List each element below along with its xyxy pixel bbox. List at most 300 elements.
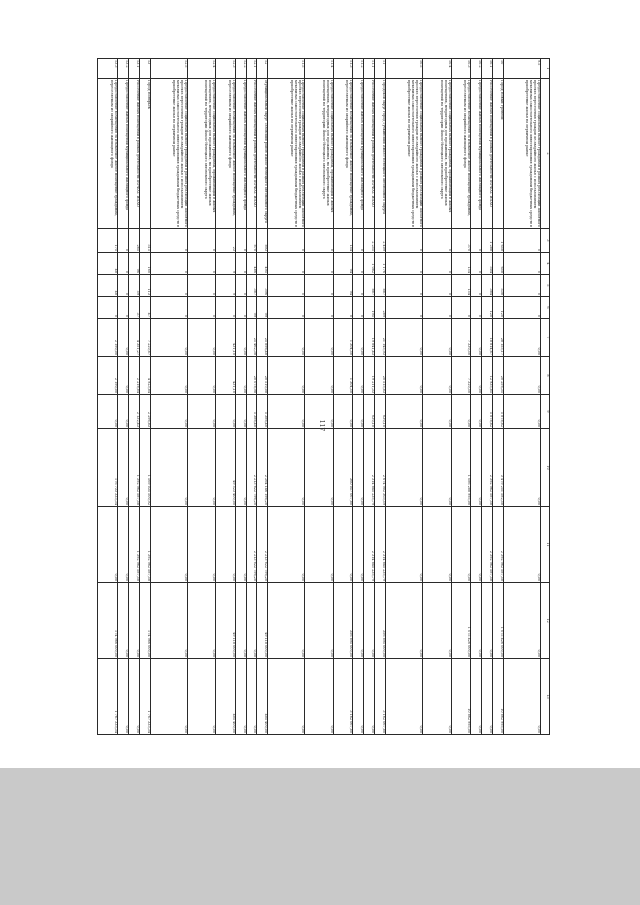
row-value: 0,00 [471,429,482,507]
row-value: 887 [364,275,375,297]
row-value: 0,00 [268,395,305,429]
row-value: 630,10 [375,395,386,429]
table-row [268,59,305,735]
row-value: 0,00 [423,429,451,507]
row-value: 0 [471,275,482,297]
row-code: 13.1 [128,59,139,79]
row-value: 0,00 [117,319,128,357]
row-value: 2 132,43 [128,395,139,429]
column-number: 5 [541,275,550,297]
row-value: 0,00 [216,507,236,583]
column-number: 3 [541,229,550,253]
row-value: 2 255 [364,229,375,253]
row-value: 0,00 [386,583,423,659]
row-value: 2 213 622 796,20 [246,429,257,507]
row-value: 0,00 [235,583,246,659]
rotated-table-frame [97,58,550,734]
column-number: 4 [541,253,550,275]
row-value: 0,00 [503,395,540,429]
row-name: Муниципальный округ Тазовский район Ямало-Ненецкого автономного округа [257,79,268,229]
row-value: 0,00 [471,659,482,735]
row-value: 0 [268,253,305,275]
row-value: 0 [386,275,423,297]
row-value: 174 966 000,00 [98,583,118,659]
row-value: 0,00 [386,357,423,395]
row-value: 0,00 [386,319,423,357]
column-number: 8 [541,357,550,395]
row-value: 0,00 [305,659,333,735]
row-value: 2 392 962 587,58 [482,429,493,507]
row-code: 12.4 [187,59,215,79]
row-value: 0,00 [187,659,215,735]
row-code: 10.5 [386,59,423,79]
row-value: 0 [117,229,128,253]
row-value: 0,00 [268,319,305,357]
row-value: 0,00 [353,583,364,659]
row-value: 48 [98,253,118,275]
row-value: 0,00 [150,357,187,395]
row-value: 0 [423,229,451,253]
row-value: 0,00 [246,659,257,735]
row-value: 2 190,00 [98,357,118,395]
row-value: 1 767 333,34 [98,659,118,735]
row-value: 195 [364,297,375,319]
row-value: 0 [471,229,482,253]
table-body [98,59,550,735]
row-value: 0,00 [353,395,364,429]
row-value: 0 [268,275,305,297]
table-row [128,59,139,735]
row-value: 3 162 067,80 [333,659,353,735]
row-value: 5 386,40 [257,395,268,429]
row-value: 0,00 [187,507,215,583]
row-code: 11.1 [364,59,375,79]
row-value: 1 288 [482,229,493,253]
row-value: 1 392 962 587,58 [139,507,150,583]
row-value: 0,00 [305,429,333,507]
row-value: 0 [150,275,187,297]
row-value: 25 462,38 [246,319,257,357]
row-value: 0,00 [471,507,482,583]
row-value: 0 [216,297,236,319]
row-value: 49 118 000,00 [257,583,268,659]
row-value: 0,00 [117,507,128,583]
row-value: 0,00 [128,659,139,735]
row-value: 120 [482,297,493,319]
row-value: 0,00 [216,395,236,429]
row-value: 0 [305,297,333,319]
row-value: 175 [98,229,118,253]
row-value: 0,00 [98,507,118,583]
row-name: Предоставление жилых помещений муниципального жилищного фонда [117,79,128,229]
row-value: 59 [128,275,139,297]
row-value: 0,00 [471,319,482,357]
row-value: 20 515,83 [375,357,386,395]
row-value: 2 296,83 [139,395,150,429]
row-value: 2 392 962 587,58 [493,507,504,583]
row-value: 4 923,84 [139,357,150,395]
table-row [246,59,257,735]
row-value: 504 [482,253,493,275]
column-number: 10 [541,429,550,507]
row-value: 96 [128,253,139,275]
row-value: 113 [139,275,150,297]
row-value: 0 [235,253,246,275]
row-value: 0,00 [482,583,493,659]
row-value: 0 [98,297,118,319]
row-name: Предоставление социальных выплат гражданам в рамках реализации Пилотного проекта переселения граждан из аварийного жилья с использованием механизма самостоятельного инвестирования гражданами бюджетных средств в приобретение жилья на первичном рынке [386,79,423,229]
row-value: 0 [187,275,215,297]
row-code: 10 [493,59,504,79]
row-value: 0 [305,275,333,297]
row-value: 0 [423,253,451,275]
row-value: 0,00 [235,659,246,735]
row-value: 94 [333,253,353,275]
row-code: 12.1 [246,59,257,79]
table-row [98,59,118,735]
row-value: 0,00 [386,429,423,507]
row-value: 2 314 845 235,79 [364,429,375,507]
page-number: 117 [318,419,326,432]
row-value: 0 [305,229,333,253]
row-value: 0,00 [117,583,128,659]
row-value: 0,00 [246,583,257,659]
row-value: 0 [117,253,128,275]
row-value: 0 [503,229,540,253]
row-value: 0,00 [353,357,364,395]
table-row [150,59,187,735]
row-value: 0,00 [117,429,128,507]
row-value: 630,10 [364,395,375,429]
row-value: 1 767 333,34 [139,659,150,735]
row-value: 0 [235,229,246,253]
row-value: 0,00 [503,583,540,659]
row-value: 2 190,00 [98,319,118,357]
row-value: 0,00 [268,583,305,659]
row-value: 0 [187,297,215,319]
row-value: 0,00 [268,357,305,395]
row-code: 12.2 [235,59,246,79]
row-value: 0,00 [187,319,215,357]
row-value: 0,00 [364,583,375,659]
row-value: 9 [216,253,236,275]
row-value: 658 [493,253,504,275]
table-row [503,59,540,735]
row-value: 0,00 [235,357,246,395]
row-value: 2 392 962 587,58 [482,507,493,583]
row-value: 176 733 333,34 [98,429,118,507]
row-value: 0,00 [353,429,364,507]
row-value: 0 [503,253,540,275]
row-name: Расселение жилых помещений в рамках деятельности ПО-ФАС ИПАО [246,79,257,229]
row-code: 13.2 [117,59,128,79]
table-row [305,59,333,735]
row-value: 2 409 [375,229,386,253]
row-value: 431,10 [216,357,236,395]
row-value: 0 [353,297,364,319]
row-value: 0 [423,297,451,319]
row-value: 19 211,33 [364,357,375,395]
row-name: Расселение жилых помещений в рамках деятельности ПО-ФАС ИПАО [364,79,375,229]
row-value: 0,00 [235,429,246,507]
column-number: 1 [541,59,550,79]
row-value: 0,00 [150,395,187,429]
row-value: 0,00 [503,507,540,583]
row-value: 0 [268,229,305,253]
row-name: Городской округ город Губкинский Ямало-Ненецкого автономного округа [375,79,386,229]
row-value: 431,10 [216,319,236,357]
row-value: 0,00 [386,507,423,583]
table-row [471,59,482,735]
row-value: 0,00 [235,395,246,429]
row-value: 870 [246,229,257,253]
row-value: 0,00 [451,507,471,583]
row-value: 0 [235,275,246,297]
row-value: 384 [482,275,493,297]
row-value: 23 [216,229,236,253]
row-name: Предоставление социальных выплат гражданам, проживающим в жилых помещениях, непригодных для проживания, на приобретение жилых помещений на территории Ямало-Ненецкого автономного округа [305,79,333,229]
row-value: 19 841,43 [364,319,375,357]
row-value: 0 [150,253,187,275]
row-value: 495 [257,253,268,275]
row-code: 11.3 [333,59,353,79]
table-row [139,59,150,735]
row-value: 0 [150,229,187,253]
row-value: 1 176 [375,253,386,275]
row-value: 47 [139,297,150,319]
row-code: 11.4 [305,59,333,79]
table-row [187,59,215,735]
row-value: 0,00 [187,429,215,507]
row-name: Расселение жилых помещений в рамках деятельности ПО-ФАС ИПАО [128,79,139,229]
row-value: 0 [503,275,540,297]
row-value: 10 862 995,00 [451,659,471,735]
row-value: 2 314 845 235,79 [375,507,386,583]
row-value: 0,00 [503,429,540,507]
row-value: 0,00 [451,395,471,429]
row-value: 0 [451,297,471,319]
row-value: 25 896,48 [257,319,268,357]
table-row [216,59,236,735]
row-value: 0,00 [353,507,364,583]
table-row [117,59,128,735]
row-value: 0,00 [98,395,118,429]
row-name: Предоставление жилых помещений муниципального жилищного фонда [353,79,364,229]
row-value: 1 392 962 587,58 [128,429,139,507]
row-value: 0,00 [305,583,333,659]
row-value: 0 [117,275,128,297]
row-value: 0,00 [386,395,423,429]
row-value: 0,00 [150,429,187,507]
row-name: Предоставление возмещения за изымаемое жилое помещение гражданам, переселяемым из аварийного жилищного фонда [333,79,353,229]
row-value: 370 [451,229,471,253]
row-code: 13.3 [98,59,118,79]
row-value: 4 351,27 [128,319,139,357]
row-value: 49 523 400,00 [216,429,236,507]
table-row [451,59,471,735]
row-value: 0 [268,297,305,319]
row-value: 0 [235,297,246,319]
row-value: 0 [386,253,423,275]
row-value: 0,00 [333,507,353,583]
row-name: Предоставление жилых помещений муниципального жилищного фонда [235,79,246,229]
row-value: 0 [353,229,364,253]
row-value: 0,00 [187,583,215,659]
row-value: 7 320,50 [451,357,471,395]
row-value: 265 [128,229,139,253]
row-value: 120 [493,297,504,319]
column-number: 12 [541,583,550,659]
row-value: 3 479 251 582,58 [493,429,504,507]
row-value: 1 075 426 000,00 [451,583,471,659]
column-number: 7 [541,319,550,357]
row-code: 9.5 [503,59,540,79]
row-value: 0,00 [150,659,187,735]
row-code: 10.2 [471,59,482,79]
row-name: Город Новый Уренгой [493,79,504,229]
row-value: 0 [187,229,215,253]
column-number: 13 [541,659,550,735]
row-name: Расселение жилых помещений в рамках деятельности ПО-ФАС ИПАО [482,79,493,229]
row-value: 99 [257,297,268,319]
row-value: 0 [386,297,423,319]
table-row [482,59,493,735]
row-value: 0,00 [482,659,493,735]
row-value: 174 966 000,00 [139,583,150,659]
column-number: 9 [541,395,550,429]
row-value: 0 [333,297,353,319]
row-value: 0,00 [235,507,246,583]
row-value: 48 [98,275,118,297]
row-value: 5 386,40 [246,395,257,429]
row-value: 0,00 [423,583,451,659]
row-value: 0 [386,229,423,253]
row-value: 2 218,84 [128,357,139,395]
table-row [364,59,375,735]
row-value: 2 213 622 796,20 [257,507,268,583]
row-name: Предоставление жилых помещений муниципального жилищного фонда [471,79,482,229]
row-name: Предоставление возмещения за изымаемое жилое помещение гражданам, переселяемым из аварийного жилищного фонда [451,79,471,229]
row-value: 0 [353,275,364,297]
row-value: 3 162 067,80 [375,659,386,735]
row-value: 18 814,67 [482,319,493,357]
row-value: 0,00 [128,583,139,659]
row-value: 0,00 [150,507,187,583]
row-value: 1 086 288 995,00 [451,429,471,507]
row-name: Город Ноябрьск [139,79,150,229]
row-value: 356 895 000,00 [333,583,353,659]
row-value: 37 [128,297,139,319]
row-value: 2 264 146 196,20 [257,429,268,507]
row-code: 10.1 [482,59,493,79]
row-value: 0 [187,253,215,275]
row-value: 0,00 [423,659,451,735]
row-value: 0,00 [353,319,364,357]
row-value: 0 [305,253,333,275]
row-value: 21 145,93 [375,319,386,357]
row-value: 0 [471,253,482,275]
column-number: 11 [541,507,550,583]
row-value: 0 [353,253,364,275]
table-row [423,59,451,735]
row-value: 1 392 962 587,58 [128,507,139,583]
table-row [235,59,246,735]
row-value: 99 [246,297,257,319]
row-code: 11 [375,59,386,79]
column-number: 2 [541,79,550,229]
row-code: 10.4 [423,59,451,79]
row-value: 0,00 [187,395,215,429]
row-value: 1 075 426 000,00 [493,583,504,659]
row-value: 10 862 995,00 [493,659,504,735]
row-value: 20 256,35 [493,357,504,395]
row-value: 0,00 [117,659,128,735]
row-value: 2 314 845 235,79 [364,507,375,583]
column-number-row [541,59,550,735]
row-name: Предоставление социальных выплат гражданам в рамках реализации Пилотного проекта переселения граждан из аварийного жилья с использованием механизма самостоятельного инвестирования гражданами бюджетных средств в приобретение жилья на первичном рынке [268,79,305,229]
row-value: 0,00 [150,583,187,659]
row-value: 0,00 [423,395,451,429]
row-name: Предоставление социальных выплат гражданам в рамках реализации Пилотного проекта переселения граждан из аварийного жилья с использованием механизма самостоятельного инвестирования гражданами бюджетных средств в приобретение жилья на первичном рынке [503,79,540,229]
row-value: 7 330,50 [451,319,471,357]
row-name: Предоставление социальных выплат гражданам, проживающим в жилых помещениях, непригодных для проживания, на приобретение жилых помещений на территории Ямало-Ненецкого автономного округа [187,79,215,229]
row-value: 0,00 [117,395,128,429]
row-value: 486 [246,253,257,275]
row-value: 154 [451,275,471,297]
row-value: 396 [257,275,268,297]
row-name: Предоставление возмещения за изымаемое жилое помещение гражданам, переселяемым из аварийного жилищного фонда [98,79,118,229]
table-row [375,59,386,735]
row-value: 0,00 [471,583,482,659]
row-value: 887 [375,275,386,297]
row-code: 11.5 [268,59,305,79]
table-row [386,59,423,735]
row-value: 1 304,50 [333,319,353,357]
row-value: 0,00 [333,395,353,429]
row-value: 5 878,82 [482,395,493,429]
table-row [257,59,268,735]
row-value: 0,00 [423,357,451,395]
row-value: 9 [216,275,236,297]
row-value: 405 400,00 [257,659,268,735]
column-number: 6 [541,297,550,319]
row-value: 0,00 [150,319,187,357]
row-value: 0,00 [305,357,333,395]
row-name: Предоставление возмещения за изымаемое жилое помещение гражданам, переселяемым из аварийного жилищного фонда [216,79,236,229]
table-row [353,59,364,735]
row-value: 387 [246,275,257,297]
table-row [493,59,504,735]
row-value: 0,00 [305,319,333,357]
housing-resettlement-table [97,58,550,735]
row-value: 356 895 000,00 [375,583,386,659]
row-value: 5 878,82 [493,395,504,429]
row-value: 0 [117,297,128,319]
row-value: 1 658 [493,229,504,253]
row-value: 0,00 [117,357,128,395]
row-code: 10.3 [451,59,471,79]
row-value: 0,00 [503,319,540,357]
row-code: 12.5 [150,59,187,79]
row-value: 289 [375,297,386,319]
row-value: 0 [150,297,187,319]
row-value: 49 118 000,00 [216,583,236,659]
row-value: 28 155,17 [493,319,504,357]
row-value: 160 [139,253,150,275]
row-code: 12 [257,59,268,79]
row-value: 0,00 [353,659,364,735]
row-value: 0,00 [471,357,482,395]
